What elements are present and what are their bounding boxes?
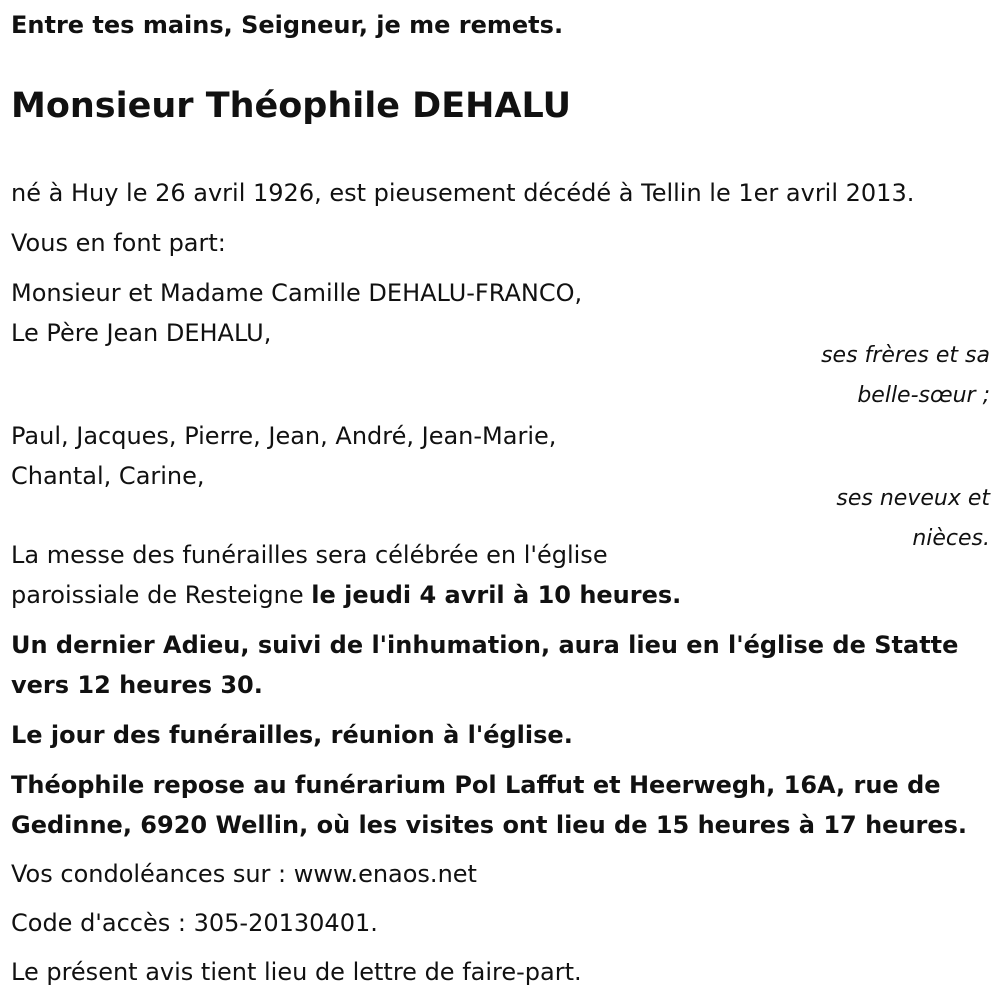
mass-date-text: le jeudi 4 avril à 10 heures. — [311, 581, 682, 609]
relation-note: ses frères et sa — [821, 343, 990, 368]
closing-line: Le présent avis tient lieu de lettre de faire-part. — [11, 958, 582, 986]
farewell-line: vers 12 heures 30. — [11, 671, 263, 699]
prayer-line: Entre tes mains, Seigneur, je me remets. — [11, 11, 564, 39]
funeral-home-line: Gedinne, 6920 Wellin, où les visites ont lieu de 15 heures à 17 heures. — [11, 811, 968, 839]
mass-location-text: paroissiale de Resteigne — [11, 581, 312, 609]
funeral-home-line: Théophile repose au funérarium Pol Laffut et Heerwegh, 16A, rue de — [11, 771, 941, 799]
meeting-line: Le jour des funérailles, réunion à l'église. — [11, 721, 573, 749]
mass-line — [11, 580, 681, 610]
relation-note: ses neveux et — [836, 486, 990, 511]
relation-note: belle-sœur ; — [857, 383, 990, 408]
deceased-name: Monsieur Théophile DEHALU — [11, 86, 571, 126]
relation-note: nièces. — [912, 526, 990, 551]
birth-death-line: né à Huy le 26 avril 1926, est pieusement décédé à Tellin le 1er avril 2013. — [11, 179, 915, 207]
family-name-line: Monsieur et Madame Camille DEHALU-FRANCO, — [11, 279, 583, 307]
farewell-line: Un dernier Adieu, suivi de l'inhumation, aura lieu en l'église de Statte — [11, 631, 959, 659]
access-code-line: Code d'accès : 305-20130401. — [11, 909, 378, 937]
family-name-line: Paul, Jacques, Pierre, Jean, André, Jean-Marie, — [11, 422, 557, 450]
family-name-line: Le Père Jean DEHALU, — [11, 319, 272, 347]
mass-line: La messe des funérailles sera célébrée en l'église — [11, 541, 608, 569]
announce-intro: Vous en font part: — [11, 229, 226, 257]
family-name-line: Chantal, Carine, — [11, 462, 205, 490]
condolences-line: Vos condoléances sur : www.enaos.net — [11, 860, 477, 888]
